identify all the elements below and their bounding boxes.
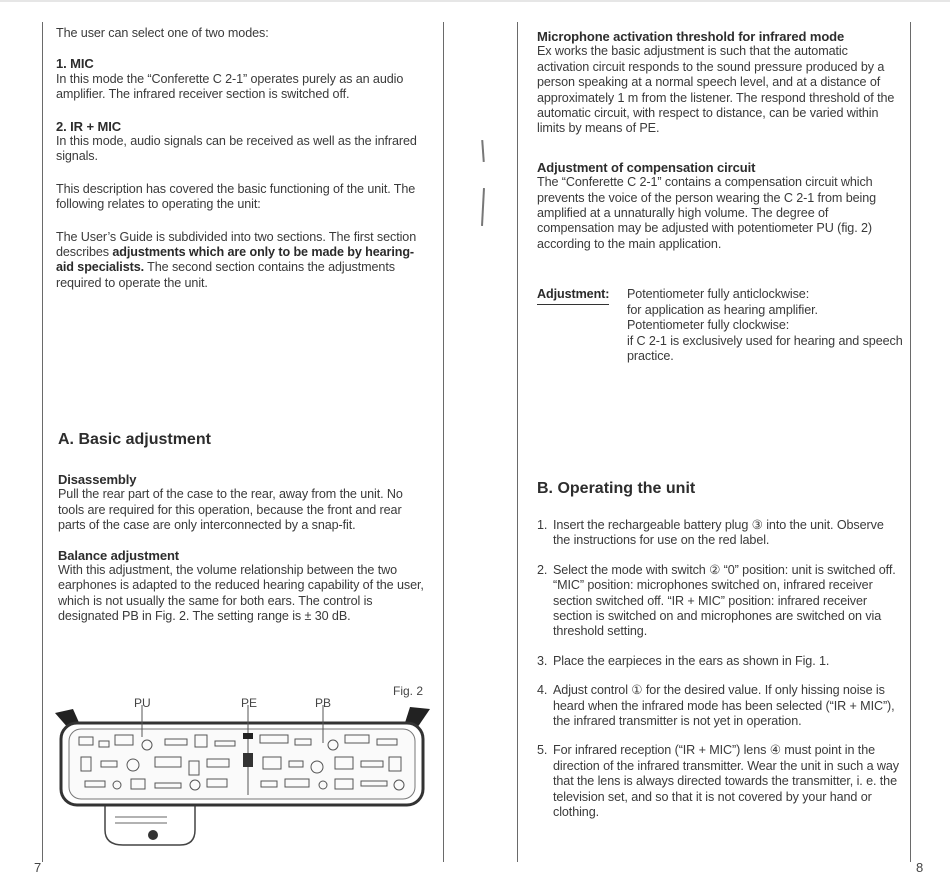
list-item: 4. Adjust control ① for the desired value. If only hissing noise is heard when the infrared mode has been selected (“IR + MIC”), the infrared transmitter is not yet in operation. [537,683,895,729]
disassembly-text: Pull the rear part of the case to the rear, away from the unit. No tools are required for this operation, because the front and rear parts of the case are only interconnected by a snap-fit. [58,487,403,533]
right-margin-rule [910,22,911,862]
list-item: 2. Select the mode with switch ② “0” position: unit is switched off. “MIC” position: microphones switched on, infrared receiver section switched off. “IR + MIC” position: infrared receiver section is switched on and microphones are switched on via threshold setting. [537,562,896,639]
top-border [0,0,950,2]
label-pe: PE [241,696,258,710]
section-b-heading: B. Operating the unit [537,480,696,497]
compensation-text: The “Conferette C 2-1” contains a compensation circuit which prevents the voice of the person wearing the C 2-1 from being amplified at a unnaturally high volume. The degree of compensation may be adjusted with potentiometer PU (fig. 2) according to the main application. [537,175,877,251]
intro-text: The user can select one of two modes: [56,26,269,40]
adjustment-label: Adjustment: [537,287,627,364]
operating-steps [537,518,903,821]
page-number-right: 8 [916,860,924,875]
right-page-column [537,29,903,364]
mode1-text: In this mode the “Conferette C 2-1” operates purely as an audio amplifier. The infrared receiver section is switched off. [56,71,404,102]
mode1-heading: 1. MIC [56,56,94,72]
right-column-rule [517,22,518,862]
label-pu: PU [134,696,151,710]
mode2-heading: 2. IR + MIC [56,118,121,134]
left-column-rule [443,22,444,862]
adjustment-lines [627,287,903,364]
adjustment-block [537,287,903,364]
label-pb: PB [315,696,332,710]
mode2-text: In this mode, audio signals can be received as well as the infrared signals. [56,134,417,164]
section-a-heading: A. Basic adjustment [58,431,211,448]
left-page-column [56,26,424,291]
gutter-mark [481,140,485,162]
mic-threshold-heading: Microphone activation threshold for infrared mode [537,29,845,44]
list-item: 5. For infrared reception (“IR + MIC”) lens ④ must point in the direction of the infrared transmitter. Wear the unit in such a way that the lens is always directed towards the transmitter, i. e. the television set, and so that it is not covered by your hand or clothing. [537,743,899,820]
guide-text: The User’s Guide is subdivided into two sections. The first section describes adjustments which are only to be made by hearing-aid specialists. The second section contains the adjustments required to operate the unit. [56,229,417,290]
adjustment-line: for application as hearing amplifier. [627,302,818,317]
balance-text: With this adjustment, the volume relationship between the two earphones is adapted to the reduced hearing capability of the user, which is not usually the same for both ears. The control is designated PB in Fig. 2. The setting range is ± 30 dB. [58,563,424,624]
gutter-mark [481,188,485,226]
adjustment-line: Potentiometer fully anticlockwise: [627,287,810,302]
figure-caption: Fig. 2 [393,684,424,698]
list-item: 3. Place the earpieces in the ears as shown in Fig. 1. [537,653,830,668]
disassembly-block [58,472,426,625]
list-item: 1. Insert the rechargeable battery plug ③ into the unit. Observe the instructions for use on the red label. [537,518,884,548]
left-margin-rule [42,22,43,862]
compensation-heading: Adjustment of compensation circuit [537,159,756,175]
disassembly-heading: Disassembly [58,472,137,487]
circuit-board-figure [55,705,430,855]
page-number-left: 7 [34,860,42,875]
description-text: This description has covered the basic functioning of the unit. The following relates to operating the unit: [56,181,416,212]
adjustment-line: Potentiometer fully clockwise: [627,318,790,333]
balance-heading: Balance adjustment [58,547,180,563]
adjustment-line: if C 2-1 is exclusively used for hearing and speech practice. [627,333,903,363]
mic-threshold-text: Ex works the basic adjustment is such that the automatic activation circuit responds to the sound pressure produced by a person speaking at a normal speech level, and at a distance of approximately 1 m from the listener. The respond threshold of the automatic circuit, with respect to distance, can be varied within limits by means of PE. [537,44,895,136]
